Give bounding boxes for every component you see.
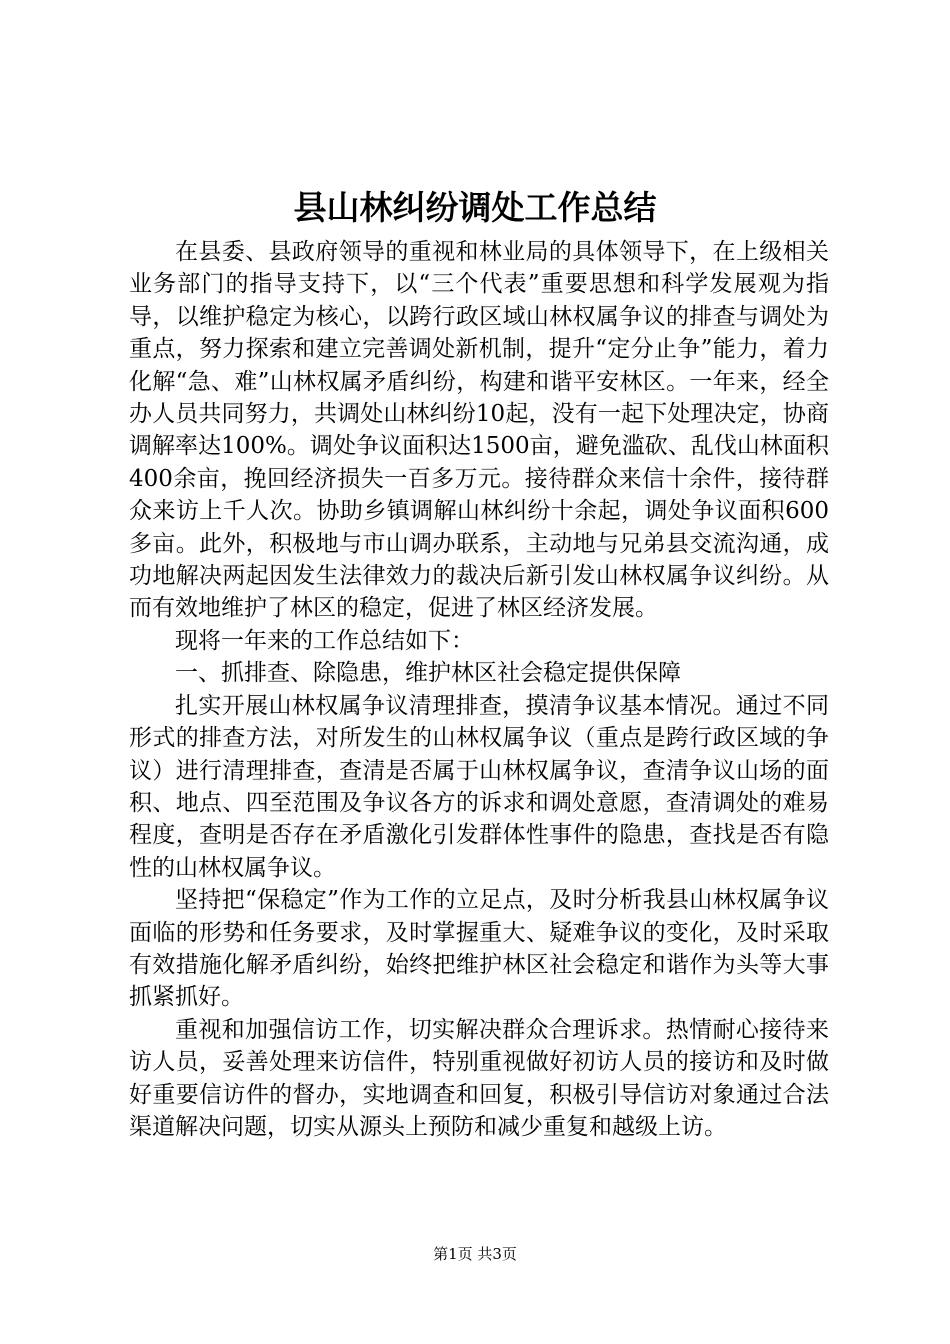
paragraph-intro: 在县委、县政府领导的重视和林业局的具体领导下，在上级相关业务部门的指导支持下，以“三个代表”重要思想和科学发展观为指导，以维护稳定为核心，以跨行政区域山林权属争议的排查与调处为重点，努力探索和建立完善调处新机制，提升“定分止争”能力，着力化解“急、难”山林权属矛盾纠纷，构建和谐平安林区。一年来，经全办人员共同努力，共调处山林纠纷10起，没有一起下处理决定，协商调解率达100%。调处争议面积达1500亩，避免滥砍、乱伐山林面积400余亩，挽回经济损失一百多万元。接待群众来信十余件，接待群众来访上千人次。协助乡镇调解山林纠纷十余起，调处争议面积600多亩。此外，积极地与市山调办联系，主动地与兄弟县交流沟通，成功地解决两起因发生法律效力的裁决后新引发山林权属争议纠纷。从而有效地维护了林区的稳定，促进了林区经济发展。 — [129, 239, 829, 622]
paragraph-stability: 坚持把“保稳定”作为工作的立足点，及时分析我县山林权属争议面临的形势和任务要求，及时掌握重大、疑难争议的变化，及时采取有效措施化解矛盾纠纷，始终把维护林区社会稳定和谐作为头等大事抓紧抓好。 — [129, 887, 829, 1011]
document-body — [129, 236, 829, 1143]
paragraph-investigation: 扎实开展山林权属争议清理排查，摸清争议基本情况。通过不同形式的排查方法，对所发生的山林权属争议（重点是跨行政区域的争议）进行清理排查，查清是否属于山林权属争议，查清争议山场的面积、地点、四至范围及争议各方的诉求和调处意愿，查清调处的难易程度，查明是否存在矛盾激化引发群体性事件的隐患，查找是否有隐性的山林权属争议。 — [129, 692, 829, 881]
document-title: 县山林纠纷调处工作总结 — [293, 188, 657, 227]
paragraph-summary-lead: 现将一年来的工作总结如下： — [175, 627, 474, 654]
page-footer: 第1页 共3页 — [433, 1245, 517, 1263]
paragraph-petitions: 重视和加强信访工作，切实解决群众合理诉求。热情耐心接待来访人员，妥善处理来访信件，特别重视做好初访人员的接访和及时做好重要信访件的督办，实地调查和回复，积极引导信访对象通过合法渠道解决问题，切实从源头上预防和减少重复和越级上访。 — [129, 1016, 829, 1140]
section-heading-1: 一、抓排查、除隐患，维护林区社会稳定提供保障 — [175, 660, 681, 687]
